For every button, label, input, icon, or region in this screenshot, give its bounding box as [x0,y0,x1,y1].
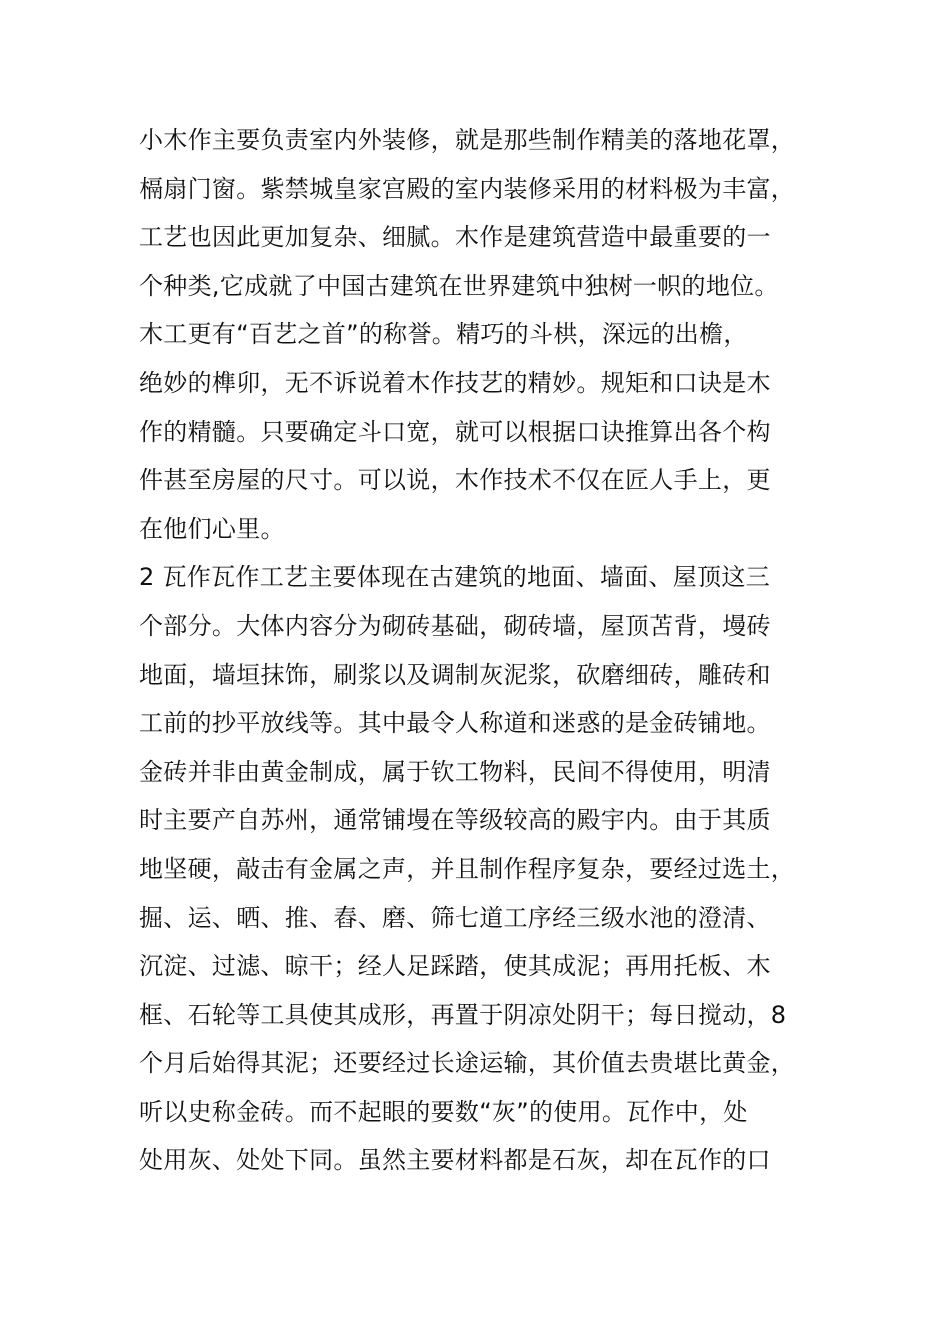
text-line: 在他们心里。 [139,514,285,543]
text-line: 框、石轮等工具使其成形，再置于阴凉处阴干；每日搅动，8 [139,1000,787,1029]
text-line: 时主要产自苏州，通常铺墁在等级较高的殿宇内。由于其质 [139,806,771,835]
text-line: 2 瓦作瓦作工艺主要体现在古建筑的地面、墙面、屋顶这三 [139,563,770,592]
text-line: 小木作主要负责室内外装修，就是那些制作精美的落地花罩， [139,126,796,154]
text-line: 个种类,它成就了中国古建筑在世界建筑中独树一帜的地位。 [139,271,779,300]
body-text [139,116,819,1185]
text-line: 槅扇门窗。紫禁城皇家宫殿的室内装修采用的材料极为丰富， [139,174,796,203]
text-line: 工前的抄平放线等。其中最令人称道和迷惑的是金砖铺地。 [139,709,771,738]
text-line: 地坚硬，敲击有金属之声，并且制作程序复杂，要经过选土， [139,854,796,883]
text-line: 绝妙的榫卯，无不诉说着木作技艺的精妙。规矩和口诀是木 [139,368,771,397]
text-line: 个月后始得其泥；还要经过长途运输，其价值去贵堪比黄金， [139,1049,796,1078]
text-line: 作的精髓。只要确定斗口宽，就可以根据口诀推算出各个构 [139,417,771,446]
text-line: 处用灰、处处下同。虽然主要材料都是石灰，却在瓦作的口 [139,1146,771,1175]
text-line: 地面，墙垣抹饰，刷浆以及调制灰泥浆，砍磨细砖，雕砖和 [139,660,771,689]
text-line: 件甚至房屋的尺寸。可以说，木作技术不仅在匠人手上，更 [139,466,771,495]
text-line: 沉淀、过滤、晾干；经人足踩踏，使其成泥；再用托板、木 [139,952,771,981]
text-line: 木工更有“百艺之首”的称誉。精巧的斗栱，深远的出檐， [139,320,748,349]
text-line: 掘、运、晒、推、舂、磨、筛七道工序经三级水池的澄清、 [139,903,771,932]
text-line: 金砖并非由黄金制成，属于钦工物料，民间不得使用，明清 [139,757,771,786]
text-line: 个部分。大体内容分为砌砖基础，砌砖墙，屋顶苫背，墁砖 [139,611,771,640]
text-line: 工艺也因此更加复杂、细腻。木作是建筑营造中最重要的一 [139,223,771,252]
text-line: 听以史称金砖。而不起眼的要数“灰”的使用。瓦作中，处 [139,1097,748,1126]
